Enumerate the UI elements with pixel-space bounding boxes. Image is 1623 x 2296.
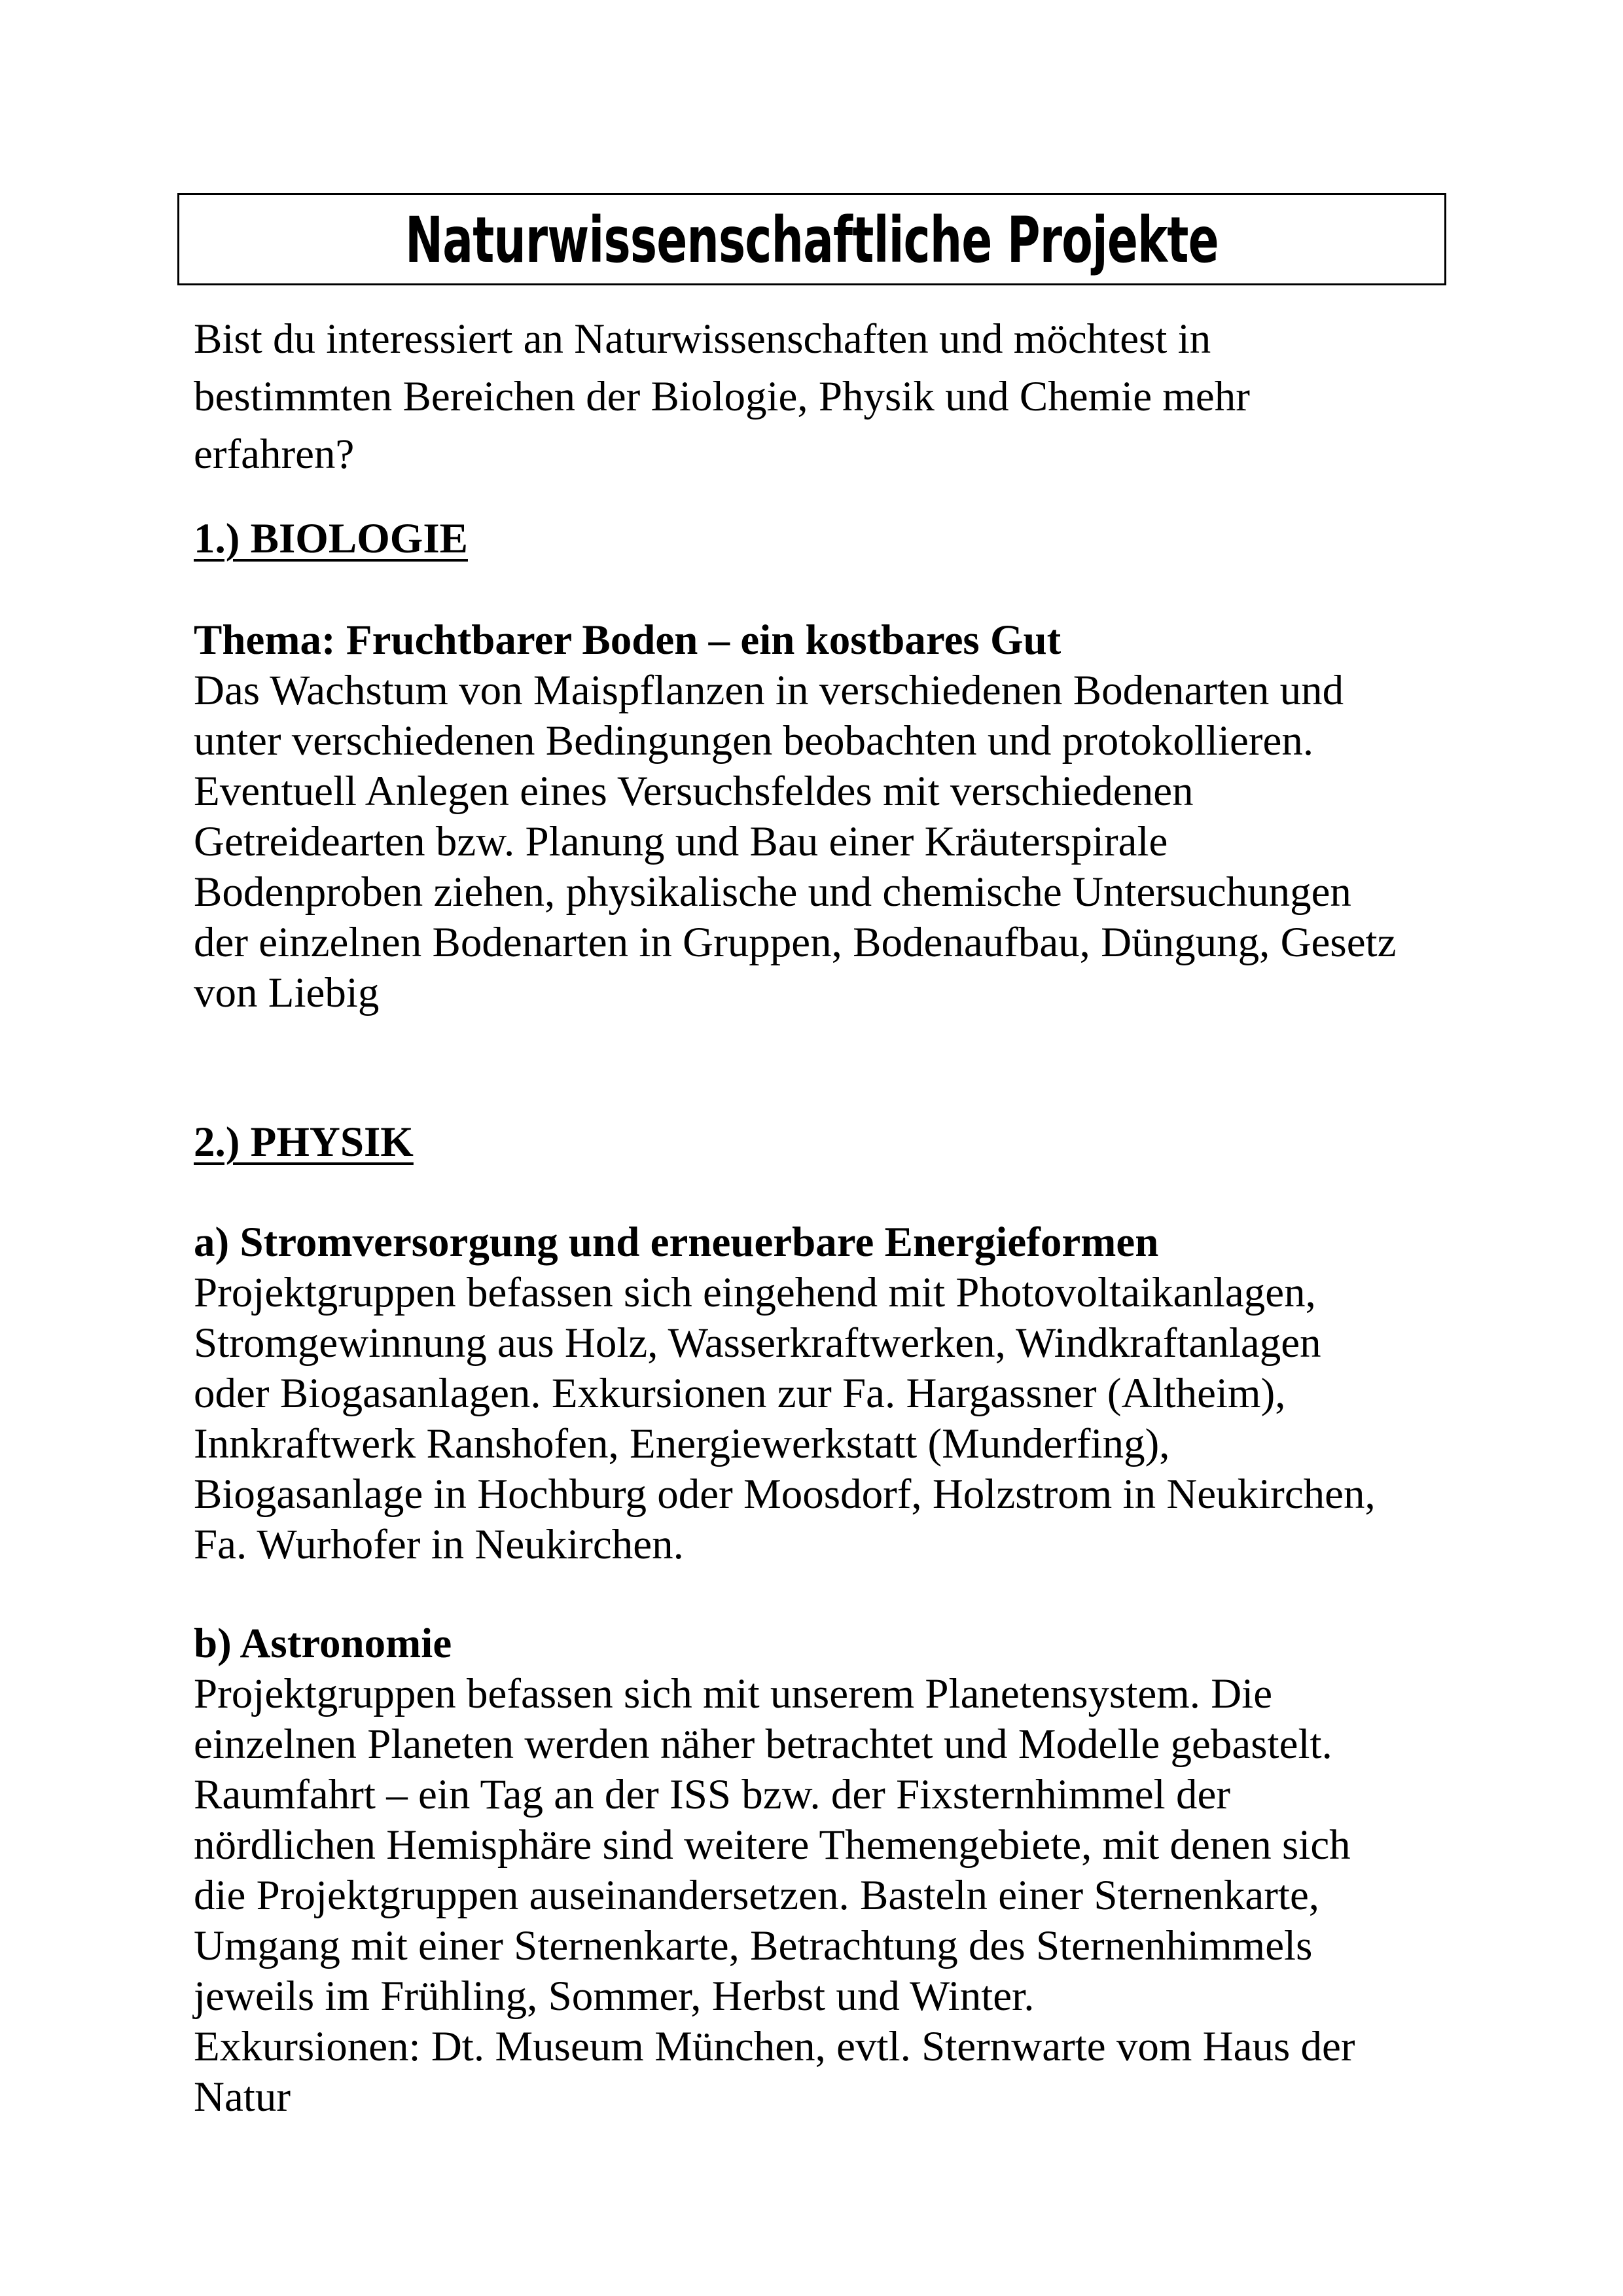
section-biologie (194, 514, 1503, 564)
intro-line: Bist du interessiert an Naturwissenschaften und möchtest in (194, 315, 1211, 363)
body-line: Natur (194, 2073, 291, 2121)
intro-line: bestimmten Bereichen der Biologie, Physik und Chemie mehr (194, 373, 1250, 420)
body-line: von Liebig (194, 969, 380, 1016)
body-line: Stromgewinnung aus Holz, Wasserkraftwerken, Windkraftanlagen (194, 1319, 1321, 1367)
document-title: Naturwissenschaftliche Projekte (405, 204, 1219, 277)
section-heading-biologie: 1.) BIOLOGIE (194, 515, 468, 562)
body-line: Projektgruppen befassen sich eingehend mit Photovoltaikanlagen, (194, 1269, 1316, 1316)
body-line: Innkraftwerk Ranshofen, Energiewerkstatt (Munderfing), (194, 1420, 1170, 1467)
body-line: jeweils im Frühling, Sommer, Herbst und Winter. (194, 1973, 1035, 2020)
body-line: Exkursionen: Dt. Museum München, evtl. Sternwarte vom Haus der (194, 2023, 1355, 2070)
topic-astronomie (194, 1619, 1503, 2123)
topic-title: a) Stromversorgung und erneuerbare Energieformen (194, 1219, 1159, 1266)
body-line: Getreidearten bzw. Planung und Bau einer Kräuterspirale (194, 818, 1168, 865)
section-heading-physik: 2.) PHYSIK (194, 1119, 414, 1166)
topic-stromversorgung (194, 1217, 1503, 1570)
body-line: Fa. Wurhofer in Neukirchen. (194, 1521, 684, 1568)
section-physik (194, 1117, 1503, 1168)
topic-fruchtbarer-boden (194, 615, 1503, 1018)
body-line: Raumfahrt – ein Tag an der ISS bzw. der Fixsternhimmel der (194, 1771, 1230, 1818)
intro-paragraph (194, 310, 1503, 483)
body-line: Das Wachstum von Maispflanzen in verschiedenen Bodenarten und (194, 667, 1344, 714)
body-line: der einzelnen Bodenarten in Gruppen, Bodenaufbau, Düngung, Gesetz (194, 919, 1397, 966)
title-box (177, 193, 1446, 285)
body-line: Projektgruppen befassen sich mit unserem Planetensystem. Die (194, 1670, 1273, 1717)
body-line: einzelnen Planeten werden näher betrachtet und Modelle gebastelt. (194, 1721, 1332, 1768)
body-line: nördlichen Hemisphäre sind weitere Themengebiete, mit denen sich (194, 1821, 1351, 1869)
body-line: unter verschiedenen Bedingungen beobachten und protokollieren. (194, 717, 1314, 764)
topic-title: Thema: Fruchtbarer Boden – ein kostbares Gut (194, 617, 1061, 664)
topic-title: b) Astronomie (194, 1620, 452, 1667)
body-line: Bodenproben ziehen, physikalische und chemische Untersuchungen (194, 869, 1351, 916)
body-line: Eventuell Anlegen eines Versuchsfeldes mit verschiedenen (194, 768, 1194, 815)
body-line: die Projektgruppen auseinandersetzen. Basteln einer Sternenkarte, (194, 1872, 1320, 1919)
body-line: oder Biogasanlagen. Exkursionen zur Fa. Hargassner (Altheim), (194, 1370, 1286, 1417)
body-line: Umgang mit einer Sternenkarte, Betrachtung des Sternenhimmels (194, 1922, 1313, 1969)
body-line: Biogasanlage in Hochburg oder Moosdorf, Holzstrom in Neukirchen, (194, 1471, 1376, 1518)
intro-line: erfahren? (194, 431, 355, 478)
